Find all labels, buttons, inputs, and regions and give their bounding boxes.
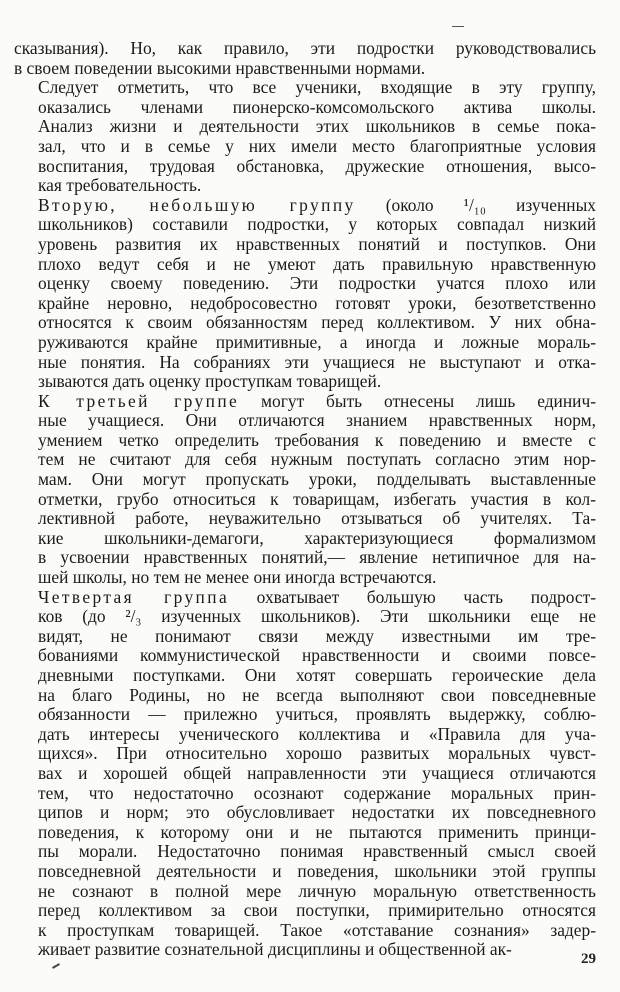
text-line: оценку своему поведению. Эти подростки учатся плохо или (38, 273, 596, 294)
text-line: в усвоении нравственных понятий,— явление нетипичное для на- (38, 547, 596, 568)
text-line: умением четко определить требования к поведению и вместе с (38, 429, 596, 450)
text-line: ков (до ²/₃ изученных школьников). Эти школьники еще не (38, 606, 596, 627)
paragraph (14, 588, 596, 960)
text-line: обязанности — прилежно учиться, проявлять выдержку, соблю- (38, 704, 596, 725)
text-line: отметки, грубо относиться к товарищам, избегать участия в кол- (38, 488, 596, 509)
line-text: охватывает большую часть подрост- (229, 586, 596, 607)
spaced-lead: К третьей группе (38, 390, 240, 411)
text-line: руживаются крайне примитивные, а иногда и ложные мораль- (38, 331, 596, 352)
text-line: воспитания, трудовая обстановка, дружеские отношения, высо- (38, 155, 596, 176)
text-line (14, 196, 596, 216)
text-line: щихся». При относительно хорошо развитых моральных чувст- (38, 743, 596, 764)
text-line: оказались членами пионерско-комсомольского актива школы. (38, 96, 596, 117)
spaced-lead: Четвертая группа (38, 586, 230, 607)
text-line: сказывания). Но, как правило, эти подростки руководствовались (14, 38, 596, 58)
line-text: могут быть отнесены лишь единич- (239, 390, 597, 411)
text-line: тем не считают для себя нужным поступать согласно этим нор- (38, 449, 596, 470)
text-line: к проступкам товарищей. Такое «отставание сознания» задер- (38, 919, 596, 940)
text-line: поведения, к которому они и не пытаются применить принци- (38, 821, 596, 842)
paragraph (14, 39, 596, 78)
text-line: лективной работе, неуважительно отзываться об учителях. Та- (38, 508, 596, 529)
text-line (14, 392, 596, 412)
text-line: Анализ жизни и деятельности этих школьников в семье пока- (38, 116, 596, 137)
body-text (14, 39, 596, 960)
text-line: видят, не понимают связи между известными им тре- (38, 625, 596, 646)
text-line: вах и хорошей общей направленности эти учащиеся отличаются (38, 762, 596, 783)
text-line: мам. Они могут пропускать уроки, подделывать выставленные (38, 469, 596, 490)
text-line: относятся к своим обязанностям перед коллективом. У них обна- (38, 312, 596, 333)
text-line: школьников) составили подростки, у которых совпадал низкий (38, 214, 596, 235)
text-line: плохо ведут себя и не умеют дать правильную нравственную (38, 253, 596, 274)
text-line: перед коллективом за свои поступки, примирительно относятся (38, 900, 596, 921)
print-mark (452, 26, 464, 27)
text-line (14, 588, 596, 608)
text-line: дать интересы ученического коллектива и «Правила для уча- (38, 723, 596, 744)
text-line: уровень развития их нравственных понятий и поступков. Они (38, 233, 596, 254)
text-line: кая требовательность. (38, 175, 202, 196)
text-line: дневными поступками. Они хотят совершать героические дела (38, 665, 596, 685)
paragraph (14, 196, 596, 392)
paragraph (14, 78, 596, 196)
text-line: ные понятия. На собраниях эти учащиеся не выступают и отка- (38, 351, 596, 372)
print-mark (52, 963, 60, 969)
text-line: Следует отметить, что все ученики, входящие в эту группу, (38, 77, 596, 98)
text-line: зал, что и в семье у них имели место благоприятные условия (38, 135, 596, 156)
text-line: не сознают в полной мере личную моральную ответственность (38, 880, 596, 901)
text-line: ные учащиеся. Они отличаются знанием нравственных норм, (38, 410, 596, 431)
line-text: (около ¹/₁₀ изученных (355, 194, 596, 215)
text-line: зываются дать оценку проступкам товарищей. (38, 371, 382, 392)
text-line: ципов и норм; это обусловливает недостатки их повседневного (38, 802, 596, 823)
paragraph (14, 392, 596, 588)
page-number: 29 (581, 951, 596, 967)
text-line: в своем поведении высокими нравственными нормами. (14, 57, 426, 78)
text-line: на благо Родины, но не всегда выполняют свои повседневные (38, 684, 596, 705)
text-line: тем, что недостаточно осознают содержание моральных прин- (38, 782, 596, 803)
text-line: кие школьники-демагоги, характеризующиеся формализмом (38, 527, 596, 548)
text-line: повседневной деятельности и поведения, школьники этой группы (38, 860, 596, 881)
text-line: живает развитие сознательной дисциплины и общественной ак- (38, 939, 512, 960)
text-line: пы морали. Недостаточно понимая нравственный смысл своей (38, 841, 596, 862)
text-line: бованиями коммунистической нравственности и своими повсе- (38, 645, 596, 666)
text-line: шей школы, но тем не менее они иногда встречаются. (38, 567, 437, 588)
text-line: крайне неровно, недобросовестно готовят уроки, безответственно (38, 292, 596, 313)
spaced-lead: Вторую, небольшую группу (38, 194, 356, 215)
